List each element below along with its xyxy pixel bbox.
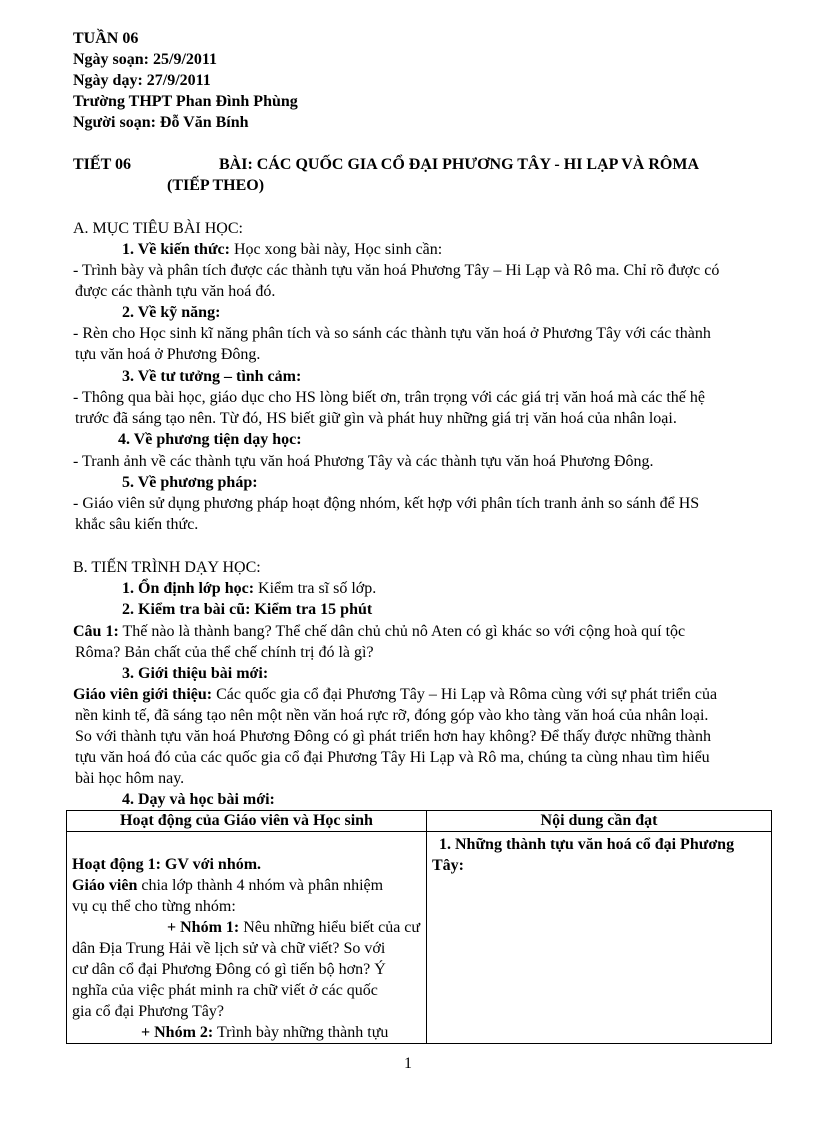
teacher-intro-4: tựu văn hoá đó của các quốc gia cổ đại Phương Tây Hi Lạp và Rô ma, chúng ta cùng nhau tìm hiểu <box>75 749 710 766</box>
skills-text-2: tựu văn hoá ở Phương Đông. <box>75 346 261 363</box>
knowledge-line: 1. Về kiến thức: Học xong bài này, Học sinh cần: <box>122 241 443 258</box>
col-header-activities: Hoạt động của Giáo viên và Học sinh <box>67 811 427 832</box>
group-2-line: + Nhóm 2: Trình bày những thành tựu <box>141 1024 389 1041</box>
content-heading-1: 1. Những thành tựu văn hoá cổ đại Phương <box>439 836 735 853</box>
col-header-content: Nội dung cần đạt <box>427 811 772 832</box>
check-line: 2. Kiểm tra bài cũ: Kiểm tra 15 phút <box>122 601 373 618</box>
stabilize-line: 1. Ổn định lớp học: Kiểm tra sĩ số lớp. <box>122 580 377 597</box>
content-heading-2: Tây: <box>432 857 464 874</box>
question-1-line-1: Câu 1: Thế nào là thành bang? Thể chế dân chủ chủ nô Aten có gì khác so với cộng hoà quí tộc <box>73 623 686 640</box>
lesson-title: BÀI: CÁC QUỐC GIA CỔ ĐẠI PHƯƠNG TÂY - HI LẠP VÀ RÔMA <box>219 156 700 173</box>
period-label: TIẾT 06 <box>73 156 131 173</box>
teacher-intro-2: nền kinh tế, đã sáng tạo nên một nền văn hoá rực rỡ, đóng góp vào kho tàng văn hoá của nhân loại. <box>75 707 709 724</box>
section-b-heading: B. TIẾN TRÌNH DẠY HỌC: <box>73 559 261 576</box>
media-label: 4. Về phương tiện dạy học: <box>118 431 302 448</box>
media-text-1: - Tranh ảnh về các thành tựu văn hoá Phương Tây và các thành tựu văn hoá Phương Đông. <box>73 453 654 470</box>
activity-text: vụ cụ thể cho từng nhóm: <box>72 898 236 915</box>
skills-label: 2. Về kỹ năng: <box>122 304 221 321</box>
method-text-1: - Giáo viên sử dụng phương pháp hoạt động nhóm, kết hợp với phân tích tranh ảnh so sánh để HS <box>73 495 700 512</box>
group-1-line: + Nhóm 1: Nêu những hiểu biết của cư <box>167 919 421 936</box>
teacher-intro-1: Giáo viên giới thiệu: Các quốc gia cổ đại Phương Tây – Hi Lạp và Rôma cùng với sự phát triển của <box>73 686 718 703</box>
group-1-text: nghĩa của việc phát minh ra chữ viết ở các quốc <box>72 982 378 999</box>
method-text-2: khắc sâu kiến thức. <box>75 516 199 533</box>
content-cell <box>427 832 772 1044</box>
knowledge-text-1: - Trình bày và phân tích được các thành tựu văn hoá Phương Tây – Hi Lạp và Rô ma. Chỉ rõ được có <box>73 262 720 279</box>
attitude-text-2: trước đã sáng tạo nên. Từ đó, HS biết giữ gìn và phát huy những giá trị văn hoá của nhân loại. <box>75 410 677 427</box>
school-name: Trường THPT Phan Đình Phùng <box>73 93 298 110</box>
attitude-text-1: - Thông qua bài học, giáo dục cho HS lòng biết ơn, trân trọng với các giá trị văn hoá mà các thế hệ <box>73 389 705 406</box>
group-1-text: cư dân cổ đại Phương Đông có gì tiến bộ hơn? Ý <box>72 961 386 978</box>
lesson-subtitle: (TIẾP THEO) <box>167 177 265 194</box>
method-label: 5. Về phương pháp: <box>122 474 258 491</box>
activity-table <box>66 810 772 1044</box>
attitude-label: 3. Về tư tưởng – tình cảm: <box>122 368 302 385</box>
activity-text: Giáo viên chia lớp thành 4 nhóm và phân nhiệm <box>72 877 384 894</box>
group-1-text: dân Địa Trung Hải về lịch sử và chữ viết? So với <box>72 940 386 957</box>
teacher-intro-3: So với thành tựu văn hoá Phương Đông có gì phát triển hơn hay không? Để thấy được những thành <box>75 728 711 745</box>
teacher-intro-5: bài học hôm nay. <box>75 770 185 787</box>
author-name: Người soạn: Đỗ Văn Bính <box>73 114 249 131</box>
activity-title: Hoạt động 1: GV với nhóm. <box>72 856 262 873</box>
intro-label: 3. Giới thiệu bài mới: <box>122 665 269 682</box>
teach-date: Ngày dạy: 27/9/2011 <box>73 72 211 89</box>
table-row <box>67 832 772 1044</box>
skills-text-1: - Rèn cho Học sinh kĩ năng phân tích và so sánh các thành tựu văn hoá ở Phương Tây với các thành <box>73 325 711 342</box>
table-header-row <box>67 811 772 832</box>
activity-cell <box>67 832 427 1044</box>
question-1-line-2: Rôma? Bản chất của thể chế chính trị đó là gì? <box>75 644 374 661</box>
week-label: TUẦN 06 <box>73 30 139 47</box>
group-1-text: gia cổ đại Phương Tây? <box>72 1003 224 1020</box>
section-a-heading: A. MỤC TIÊU BÀI HỌC: <box>73 220 243 237</box>
knowledge-text-2: được các thành tựu văn hoá đó. <box>75 283 276 300</box>
page-number: 1 <box>404 1055 412 1072</box>
teach-label: 4. Dạy và học bài mới: <box>122 791 275 808</box>
prep-date: Ngày soạn: 25/9/2011 <box>73 51 218 68</box>
